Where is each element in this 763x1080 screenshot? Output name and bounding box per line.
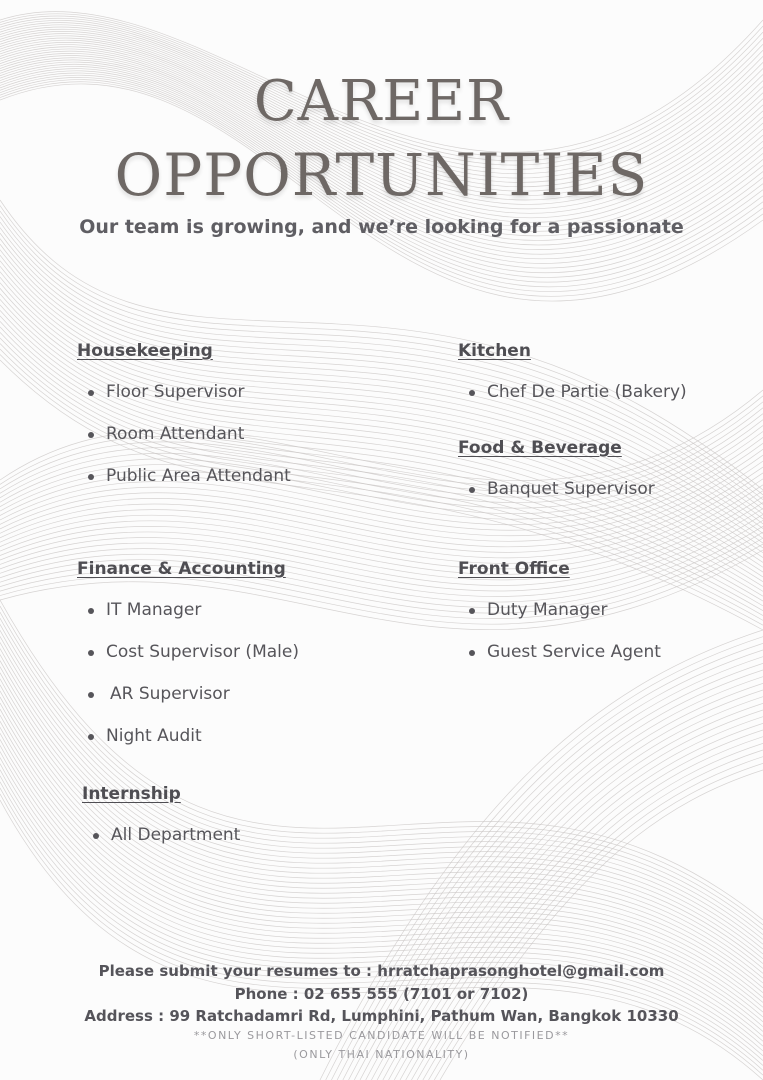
section-housekeeping [77,341,291,487]
job-item: Public Area Attendant [77,465,291,487]
address-line: Address : 99 Ratchadamri Rd, Lumphini, Pathum Wan, Bangkok 10330 [84,1007,679,1025]
section-food-beverage [458,438,655,500]
job-item: Guest Service Agent [458,641,661,663]
section-finance-accounting [77,559,299,747]
title-line-opportunities: OPPORTUNITIES [114,141,649,209]
title-line-career: CAREER [253,69,510,134]
section-title: Finance & Accounting [77,559,286,579]
job-item: Cost Supervisor (Male) [77,641,299,663]
phone-line: Phone : 02 655 555 (7101 or 7102) [234,985,529,1003]
job-item: Room Attendant [77,423,291,445]
section-front-office [458,559,661,663]
job-item: Duty Manager [458,599,661,621]
job-item: Chef De Partie (Bakery) [458,381,687,403]
email-line: Please submit your resumes to : hrratchaprasonghotel@gmail.com [98,962,665,980]
section-title: Front Office [458,559,570,579]
section-title: Food & Beverage [458,438,622,458]
job-item: All Department [82,824,240,846]
job-item: Banquet Supervisor [458,478,655,500]
job-item: Night Audit [77,725,299,747]
nationality-note: (ONLY THAI NATIONALITY) [293,1048,470,1061]
section-kitchen [458,341,687,403]
section-title: Internship [82,784,181,804]
job-item: IT Manager [77,599,299,621]
section-internship [82,784,240,846]
job-item: AR Supervisor [77,683,299,705]
wave-line [400,723,763,1080]
subtitle: Our team is growing, and we’re looking for a passionate [79,216,684,238]
job-item: Floor Supervisor [77,381,291,403]
shortlist-note: **ONLY SHORT-LISTED CANDIDATE WILL BE NOTIFIED** [193,1029,570,1042]
section-title: Kitchen [458,341,531,361]
section-title: Housekeeping [77,341,213,361]
